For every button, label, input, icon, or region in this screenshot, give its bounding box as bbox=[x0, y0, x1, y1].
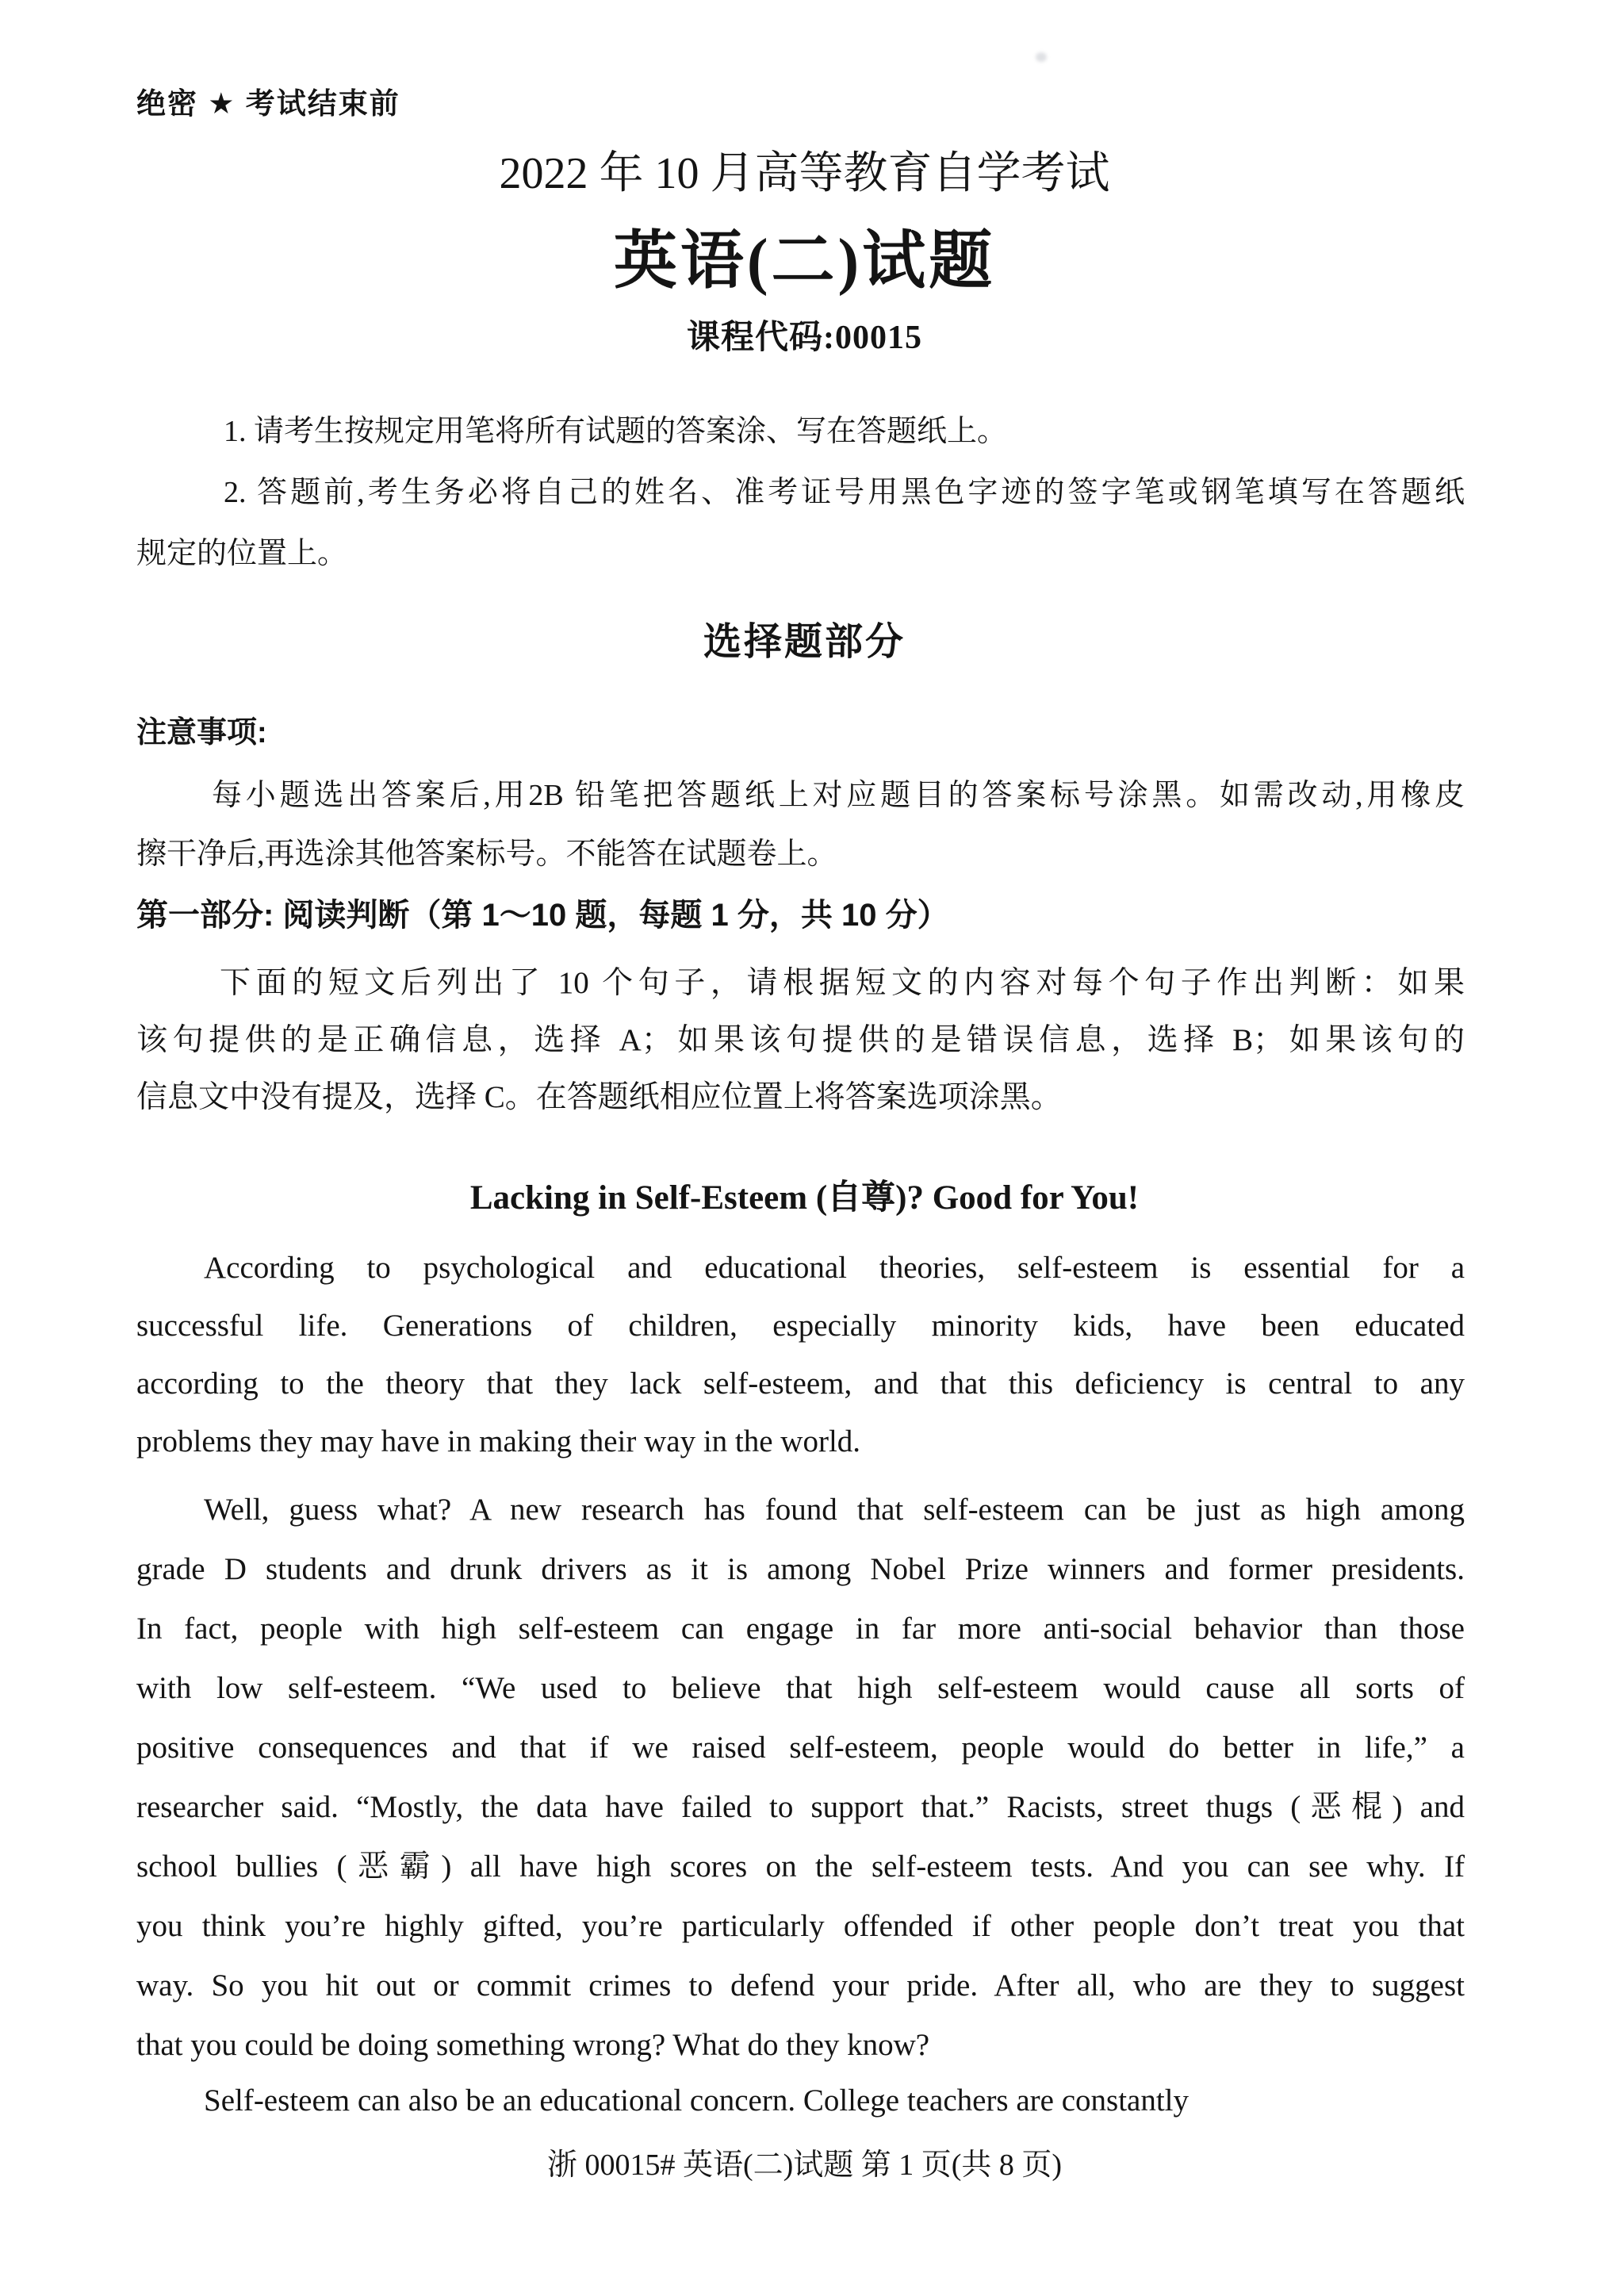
text-line: way. So you hit out or commit crimes to defend your pride. After all, who are they to suggest bbox=[136, 1968, 1465, 2003]
text-line: grade D students and drunk drivers as it is among Nobel Prize winners and former presidents. bbox=[136, 1552, 1465, 1586]
passage-title: Lacking in Self-Esteem (自尊)? Good for You! bbox=[469, 1179, 1140, 1217]
text-line: Well, guess what? A new research has found that self-esteem can be just as high among bbox=[204, 1493, 1465, 1527]
part1-directions bbox=[136, 955, 1465, 1126]
text-line: according to the theory that they lack self-esteem, and that this deficiency is central to any bbox=[136, 1366, 1465, 1401]
text-line: 规定的位置上。 bbox=[136, 537, 348, 570]
text-line: problems they may have in making their way in the world. bbox=[136, 1424, 861, 1458]
text-line: you think you’re highly gifted, you’re particularly offended if other people don’t treat you that bbox=[136, 1909, 1465, 1943]
passage-paragraph-3 bbox=[136, 2072, 1465, 2129]
text-line: In fact, people with high self-esteem can engage in far more anti-social behavior than those bbox=[136, 1612, 1465, 1646]
text-line: According to psychological and educational theories, self-esteem is essential for a bbox=[204, 1251, 1465, 1285]
course-code: 课程代码:00015 bbox=[687, 320, 922, 356]
text-line: with low self-esteem. “We used to believe that high self-esteem would cause all sorts of bbox=[136, 1671, 1465, 1705]
part1-heading: 第一部分: 阅读判断（第 1～10 题，每题 1 分，共 10 分） bbox=[136, 898, 949, 933]
passage-paragraph-2 bbox=[136, 1480, 1465, 2075]
passage-paragraph-1 bbox=[136, 1239, 1465, 1470]
text-line: positive consequences and that if we raised self-esteem, people would do better in life,” a bbox=[136, 1731, 1465, 1765]
text-line: 该句提供的是正确信息，选择 A；如果该句提供的是错误信息，选择 B；如果该句的 bbox=[136, 1023, 1465, 1057]
text-line: that you could be doing something wrong? What do they know? bbox=[136, 2028, 930, 2062]
instruction-item-1 bbox=[136, 401, 1465, 462]
text-line: 信息文中没有提及，选择 C。在答题纸相应位置上将答案选项涂黑。 bbox=[136, 1080, 1062, 1114]
multiple-choice-section-heading: 选择题部分 bbox=[703, 621, 906, 663]
text-line: Self-esteem can also be an educational concern. College teachers are constantly bbox=[204, 2083, 1190, 2118]
text-line: school bullies (恶霸) all have high scores on the self-esteem tests. And you can see why. If bbox=[136, 1849, 1465, 1884]
text-line: successful life. Generations of children, especially minority kids, have been educated bbox=[136, 1309, 1465, 1343]
scan-artifact-dot bbox=[1036, 52, 1047, 62]
text-line: researcher said. “Mostly, the data have failed to support that.” Racists, street thugs (恶棍) and bbox=[136, 1790, 1465, 1824]
text-line: 1. 请考生按规定用笔将所有试题的答案涂、写在答题纸上。 bbox=[224, 415, 1008, 448]
text-line: 2. 答题前,考生务必将自己的姓名、准考证号用黑色字迹的签字笔或钢笔填写在答题纸 bbox=[224, 476, 1465, 509]
instruction-item-2 bbox=[136, 462, 1465, 585]
security-classification: 绝密 ★ 考试结束前 bbox=[136, 87, 400, 120]
page-footer: 浙 00015# 英语(二)试题 第 1 页(共 8 页) bbox=[546, 2148, 1063, 2182]
text-line: 擦干净后,再选涂其他答案标号。不能答在试题卷上。 bbox=[136, 838, 837, 871]
paper-title: 英语(二)试题 bbox=[613, 227, 996, 297]
text-line: 每小题选出答案后,用2B 铅笔把答题纸上对应题目的答案标号涂黑。如需改动,用橡皮 bbox=[212, 779, 1465, 812]
text-line: 下面的短文后列出了 10 个句子，请根据短文的内容对每个句子作出判断：如果 bbox=[220, 966, 1465, 1000]
notice-label: 注意事项: bbox=[136, 716, 267, 749]
notice-paragraph bbox=[136, 766, 1465, 884]
exam-title: 2022 年 10 月高等教育自学考试 bbox=[499, 149, 1110, 198]
